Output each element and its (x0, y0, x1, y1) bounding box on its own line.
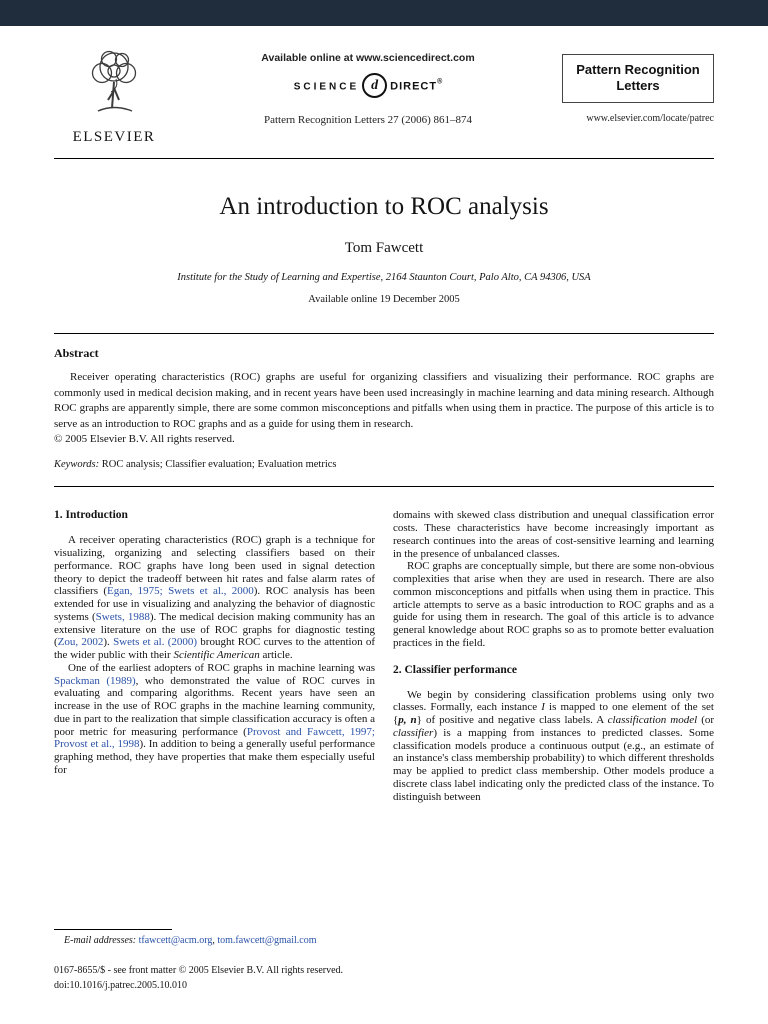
elsevier-tree-icon (81, 46, 147, 122)
text-run: ). ROC analysis has been extended for use in visualizing and analyzing the behavior of diagnostic systems ( (54, 585, 375, 623)
inline-link[interactable]: Provost and Fawcett, 1997; Provost et al., 1998 (54, 725, 375, 751)
header-divider (54, 158, 714, 159)
abstract-top-divider (54, 333, 714, 334)
text-run: p, n (398, 714, 417, 727)
elsevier-logo-block (54, 46, 174, 146)
classifier-paragraph (393, 689, 714, 804)
inline-link[interactable]: tom.fawcett@gmail.com (217, 935, 317, 947)
text-run: ) is a mapping from instances to predicted classes. Some classification models produce a continuous output (e.g., an estimate of an instance's class membership probability) to which different thresholds may be applied to predict class membership. Other models produce a discrete class label indicating only the predicted class of the instance. To distinguish between (393, 726, 714, 803)
section-heading-introduction: 1. Introduction (54, 509, 128, 522)
footnote-divider (54, 929, 172, 930)
keywords-list: ROC analysis; Classifier evaluation; Evaluation metrics (101, 459, 337, 471)
registered-mark: ® (437, 78, 443, 86)
abstract-text: Receiver operating characteristics (ROC) graphs are useful for organizing classifiers and visualizing their performance. ROC graphs are commonly used in medical decision making, and in recent years have been used increasingly in machine learning and data mining research. Although ROC graphs are apparently simple, there are some common misconceptions and pitfalls when using them in practice. The purpose of this article is to serve as an introduction to ROC graphs and as a guide for using them in research. (54, 371, 714, 430)
sciencedirect-science-text: SCIENCE (293, 81, 360, 93)
doi-line: doi:10.1016/j.patrec.2005.10.010 (54, 979, 188, 991)
sciencedirect-direct-text: DIRECT (390, 80, 438, 93)
journal-name-line2: Letters (616, 78, 660, 94)
header-right (562, 46, 714, 124)
sciencedirect-url-link[interactable]: Available online at www.sciencedirect.com (261, 52, 475, 64)
journal-citation: Pattern Recognition Letters 27 (2006) 861–874 (263, 114, 473, 126)
text-run: We begin by considering classification problems using only two classes. Formally, each instance (393, 688, 714, 714)
left-column-bottom (54, 929, 375, 993)
text-run: ). The medical decision making community has an extensive literature on the use of ROC graphs for diagnostic testing ( (54, 610, 376, 649)
journal-name-box (562, 54, 714, 103)
text-run: One of the earliest adopters of ROC graphs in machine learning was (68, 661, 375, 674)
text-run: domains with skewed class distribution and unequal classification error costs. These characteristics have become increasingly important as research continues into the areas of cost-sensitive learning and learning in the presence of unbalanced classes. (393, 509, 714, 560)
text-run: ). In addition to being a generally useful performance graphing method, they have properties that make them especially useful for (54, 738, 375, 776)
sciencedirect-d-icon: d (362, 73, 387, 98)
roc-simple-paragraph (393, 560, 714, 649)
text-run: classification model (607, 714, 698, 727)
keywords-label: Keywords: (54, 459, 100, 471)
abstract-section (54, 346, 714, 470)
footer-block (54, 964, 375, 993)
sciencedirect-logo (174, 73, 562, 98)
text-run: I (541, 701, 545, 714)
elsevier-wordmark: ELSEVIER (72, 129, 156, 145)
journal-website-link[interactable]: www.elsevier.com/locate/patrec (586, 112, 714, 124)
section-heading-classifier-performance: 2. Classifier performance (393, 663, 518, 676)
author-affiliation: Institute for the Study of Learning and Expertise, 2164 Staunton Court, Palo Alto, CA 94306, USA (177, 272, 591, 283)
viewer-top-bar (0, 0, 768, 26)
text-run: A receiver operating characteristics (ROC) graph is a technique for visualizing, organizing and selecting classifiers based on their performance. ROC graphs have long been used in signal detection theory to depict the tradeoff between hit rates and false alarm rates of classifiers ( (54, 534, 375, 598)
text-run: ). (103, 636, 114, 649)
available-online-date: Available online 19 December 2005 (308, 294, 460, 305)
text-run: brought ROC curves to the attention of the wider public with their (54, 636, 375, 662)
pdf-page (0, 26, 768, 993)
inline-link[interactable]: Swets et al. (2000) (113, 636, 198, 649)
left-column (54, 509, 375, 993)
inline-link[interactable]: Zou, 2002 (57, 636, 104, 649)
abstract-copyright: © 2005 Elsevier B.V. All rights reserved. (54, 433, 235, 446)
text-run: article. (259, 649, 293, 662)
journal-name-line1: Pattern Recognition (576, 62, 700, 77)
keywords-divider (54, 486, 714, 487)
intro-paragraph-2 (54, 662, 375, 777)
keywords-line (54, 459, 714, 470)
email-footnote (64, 935, 375, 946)
text-run: is mapped to one element of the set { (393, 701, 714, 727)
continuation-paragraph (393, 509, 714, 560)
title-block (54, 193, 714, 305)
text-run: (or (697, 714, 714, 727)
text-run: } of positive and negative class labels. A (416, 714, 608, 727)
abstract-heading: Abstract (54, 346, 99, 360)
inline-link[interactable]: Egan, 1975; Swets et al., 2000 (106, 585, 254, 598)
intro-paragraph-1 (54, 534, 375, 662)
header-center (174, 46, 562, 126)
inline-link[interactable]: tfawcett@acm.org (138, 935, 213, 947)
text-run: , who demonstrated the value of ROC curves in evaluating and comparing algorithms. Recent years have seen an increase in the use of ROC graphs in the machine learning community, due in part to the realization that simple classification accuracy is often a poor metric for measuring performance ( (54, 674, 375, 738)
text-run: classifier (393, 726, 434, 739)
issn-front-matter-line: 0167-8655/$ - see front matter © 2005 Elsevier B.V. All rights reserved. (54, 965, 344, 977)
paper-title: An introduction to ROC analysis (219, 193, 549, 220)
text-run: , (212, 935, 218, 947)
two-column-body (54, 509, 714, 993)
inline-link[interactable]: Spackman (1989) (54, 674, 136, 687)
text-run: ROC graphs are conceptually simple, but there are some non-obvious complexities that arise when they are used in research. There are also common misconceptions and pitfalls when using them in practice. This article attempts to serve as a basic introduction to ROC graphs and as a guide for using them in research. The goal of this article is to advance general knowledge about ROC graphs so as to promote better evaluation practices in the field. (393, 560, 714, 649)
text-run: E-mail addresses: (64, 935, 139, 947)
inline-link[interactable]: Swets, 1988 (95, 610, 150, 623)
right-column (393, 509, 714, 993)
text-run: Scientific American (173, 649, 260, 662)
author-name: Tom Fawcett (344, 240, 424, 256)
journal-header (54, 46, 714, 146)
